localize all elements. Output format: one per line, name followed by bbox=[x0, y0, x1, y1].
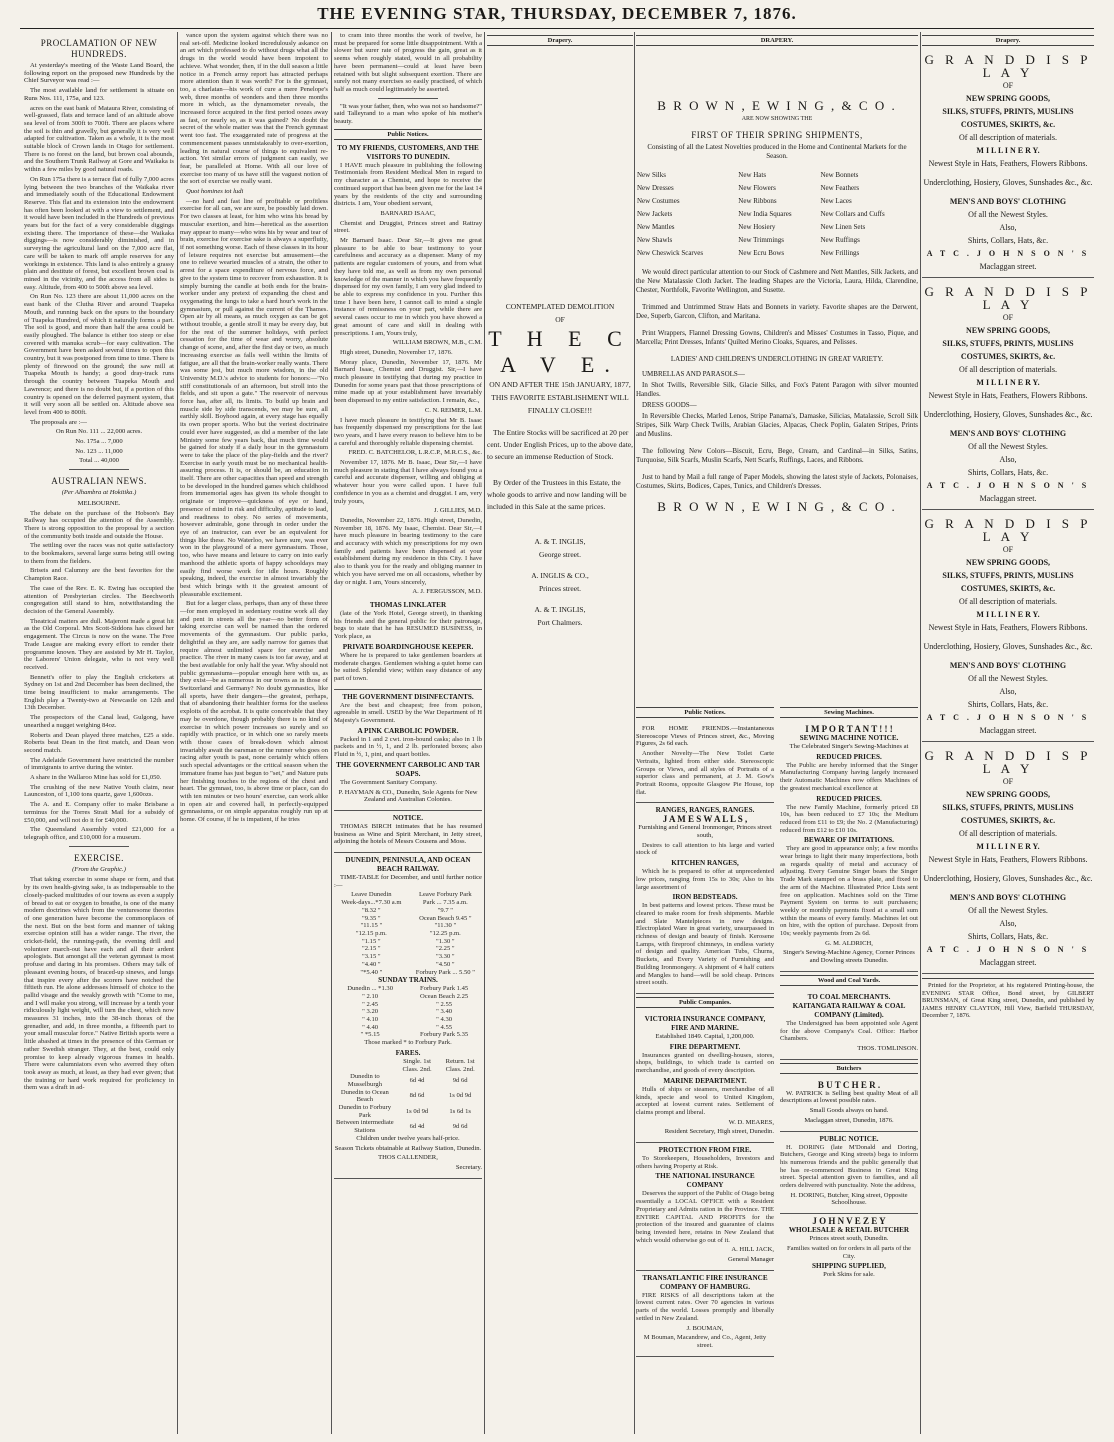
ad-body-text: I have much pleasure in testifying that Mr B. Isaac has frequently dispensed my prescriptions for the last two years, and I have every reason to believe him to be a careful and thoroughly reliable dispensing chemist. bbox=[334, 416, 482, 447]
goods-item: New Ribbons bbox=[738, 197, 777, 205]
timetable-intro: TIME-TABLE for December, and until further notice :— bbox=[334, 874, 482, 889]
ad-patrick bbox=[780, 1078, 918, 1132]
ad-body-text: Hulls of ships or steamers, merchandise of all kinds, specie and wool to United Kingdom, accepted at lowest current rates. Settlement of claims prompt and liberal. bbox=[636, 1085, 774, 1116]
goods-list bbox=[636, 169, 918, 260]
ad-heading: J A M E S W A L L S , bbox=[662, 814, 748, 825]
display-of: OF bbox=[1002, 545, 1014, 554]
ad-linklater bbox=[334, 598, 482, 690]
proposal-line: On Run No. 111 ... 22,000 acres. bbox=[55, 428, 143, 436]
grand-display-ad bbox=[922, 282, 1094, 510]
ad-heading: A PINK CARBOLIC POWDER. bbox=[357, 726, 459, 735]
ad-text: Small Goods always on hand. bbox=[809, 1107, 889, 1115]
column-6 bbox=[922, 32, 1094, 1434]
goods-item: New India Squares bbox=[738, 210, 792, 218]
ad-headline: FIRST OF THEIR SPRING SHIPMENTS, bbox=[691, 130, 863, 140]
ad-body-text: Another Novelty—The New Toilet Carte Vertraits, lighted from either side. Stereoscopic Groups or Views, and all styles of Portraits of a superior class and permanent, at J. M. Gow's Portrait Rooms, opposite Glasgow Pie House, top flat. bbox=[636, 750, 774, 796]
proposal-line: No. 175a ... 7,000 bbox=[75, 438, 123, 446]
ad-heading: KITCHEN RANGES, bbox=[671, 859, 739, 868]
ad-heading: WHOLESALE & RETAIL BUTCHER bbox=[788, 1226, 910, 1235]
display-johnson: A T C . J O H N S O N ' S bbox=[926, 481, 1090, 490]
goods-item: New Hats bbox=[738, 171, 767, 179]
ad-body-text: H. DORING (late M'Donald and Doring, Butchers, George and King streets) begs to inform his numerous friends and the public generally that he has re-commenced Business in Great King street. Special attention given to families, and all orders delivered with punctuality. Note the address, bbox=[780, 1143, 918, 1190]
goods-row bbox=[636, 234, 918, 247]
fares-note: Children under twelve years half-price. bbox=[356, 1134, 460, 1142]
ad-subhead: UMBRELLAS AND PARASOLS— bbox=[642, 370, 745, 378]
signature: C. N. REIMER, L.M. bbox=[424, 406, 482, 414]
ad-subhead: DRESS GOODS— bbox=[642, 401, 697, 409]
ad-heading: VICTORIA INSURANCE COMPANY, FIRE AND MARINE. bbox=[644, 1014, 766, 1032]
display-all: Of all description of materials. bbox=[959, 597, 1057, 606]
masthead: THE EVENING STAR, THURSDAY, DECEMBER 7, 1876. bbox=[317, 4, 797, 23]
column-5 bbox=[636, 32, 918, 1434]
ad-text: Furnishing and General Ironmonger, Princes street south, bbox=[638, 824, 772, 840]
ad-heading: BEWARE OF IMITATIONS. bbox=[804, 836, 894, 845]
signature: WILLIAM BROWN, M.B., C.M. bbox=[392, 339, 482, 347]
goods-item: New Ruffings bbox=[820, 236, 860, 244]
display-millinery: M I L L I N E R Y. bbox=[976, 610, 1040, 619]
grand-display-ad bbox=[922, 746, 1094, 974]
display-shirts: Shirts, Collars, Hats, &c. bbox=[967, 468, 1049, 477]
ad-text: FOR HOME FRIENDS.—Instantaneous Stereoscope Views of Princes street, &c., Moving Figures, 2s 6d each. bbox=[636, 725, 774, 748]
ad-body-text: To Storekeepers, Householders, Investors and others having Property at Risk. bbox=[636, 1155, 774, 1170]
ad-body-text: In best patterns and lowest prices. These must be cleared to make room for fresh shipments. Marble and Slate Mantelpieces in new designs. Electroplated Ware in great variety, unsurpassed in richness of design and beauty of finish. Kerosene Lamps, with fireproof chimneys, in endless variety of design and quality. American Tubs, Churns, Buckets, and Every Variety of Furnishing and Building Ironmongery. A shipment of 4 half cutters and Mangles to hand—will be sold cheap. Princes street south. bbox=[636, 902, 774, 987]
signature: W. D. MEARES, bbox=[728, 1118, 774, 1126]
ad-heading: MARINE DEPARTMENT. bbox=[663, 1076, 747, 1085]
display-newest: Newest Style in Hats, Feathers, Flowers Ribbons. bbox=[928, 159, 1088, 168]
grand-display-ad bbox=[922, 514, 1094, 742]
ad-agent: P. HAYMAN & CO., Dunedin, Sole Agents for New Zealand and Australian Colonies. bbox=[338, 788, 478, 804]
display-millinery: M I L L I N E R Y. bbox=[976, 378, 1040, 387]
display-grand: G R A N D D I S P L A Y bbox=[924, 284, 1092, 312]
ad-body-text: FIRE RISKS of all descriptions taken at the lowest current rates. Over 70 agencies in various parts of the world. Losses promptly and liberally settled in New Zealand. bbox=[636, 1291, 774, 1322]
goods-item: New Trimmings bbox=[738, 236, 784, 244]
article-body-text: —no hard and fast line of profitable or profitless exercise for all can, we are sure, be possibly laid down. For two classes at least, for him who wins his bread by muscular exertion, and him—heretical as the assertion may appear to many—who wins his by wear and tear of brain, exercise for exercise sake is always a superfluity, if not something worse. Each of these classes in its hour of leisure requires not exercise but amusement—the one to relieve wearied muscles of a strain, the other to arrest for a space expenditure of nervous force, and give to the system time to recover from exhaustion. It is simply burning the candle at both ends for the brain-worker under any pretext of expanding the chest and oxygenating the lungs to take a hard hour's work in the gymnasium, or pull against the current of the Thames. Open air by all means, as much oxygen as can be got without trouble, a gentle stroll it may be every day, but for the rest of the summer holidays, with perfect cessation for the time of wear and worry, absolute change of scene, and, after the first day or two, as much increasing exercise as falls well within the limits of fatigue, are all that the brain-worker really wants. There was some jest, but much more wisdom, in the old University M.D.'s advice to students for honors:—"No stiff constitutionals of an afternoon, but stroll into the fields, and sit upon a gate." The reservoir of nervous force has, after all, its limits. To build up brain and muscle side by side transcends, we may be sure, all earthly skill. Boyhood again, at every stage has equally its own proper sports. Who but the veriest doctrinaire could ever have suggested, as did a member of the late Ministry some few years back, that much time would be gained for study if a daily hour in the gymnasium were to take the place of the play-fields and the river? Exercise in early youth must be no mechanical health-assuring process. It is, or should be, an education in itself. There are other capacities than speed and strength to be developed in the hundred games which childhood from immemorial ages has given its whole thought to originate or improve—quickness of eye or hand, presence of mind in risk and difficulty, aptitude to lead, and readiness to obey. No series of movements, however admirable, gone through in order under the eye of an instructor, can ever be an equivalent for things like these. No Waterloo, we have sure, was ever won in the playground of a mere gymnasium. Those, too, who have means and leisure to carry on into early manhood the athletic sports of happy schooldays may easily find worse work for idle hours. Roughly speaking, indeed, the exercise in almost invariably the best which brings with it the greatest amount of pleasurable excitement. But for a larger class, perhaps, than any of these three—for men employed in sedentary routine work all day and pent in streets all the year—no better form of taking exercise can well be named than the ordered movements of the gymnasium. Our public parks, delightful as they are, are sadly narrow for games that require almost unlimited space for exercise and practice. The river in many cases is too far away, and at the best available for only half the year. Why should not public gymnasiums—popular enough here with us, as they exist—be as numerous in our towns as in those of Switzerland and Germany? No doubt gymnastics, like all sports, have their dangers—the greatest, perhaps, that of abandoning their healthier forms for the useless exploits of the acrobat. It is quite conceivable that they may be overdone, though probably there is no kind of exercise in which power increases so surely and so rapidly with practice, or in which one so rarely meets with those cases of break-down which almost invariably await the oarsman or the runner who goes on racing after youth is past, none certainly which offers such special advantages or the critical season when the immature frame has just begun to "set," and Nature puts her finishing touches to the regions of the chest and heart. The gymnast, too, is above time or place, can do with ten minutes or two hours' exercise, can work alike in open air and covered hall, in perfectly-equipped gymnasiums, or on simple apparatus roughly run up at home. Of course, if he is impatient, if he tries bbox=[180, 197, 328, 824]
signature: FRED. C. BATCHELOR, L.R.C.P., M.R.C.S., &c. bbox=[348, 449, 482, 457]
ad-vezey bbox=[780, 1214, 918, 1285]
article-body-text: acres on the east bank of Mataura River, consisting of well-grassed, flats and terrace land of an altitude above sea level of from 300ft to 700ft. There are places where the soil is thin and gravelly, but generally it is very well adapted for cultivation. Taken as a whole, it is the most suitable block of Crown lands in Otago for settlement. There is no forest on the land, but brown coal abounds, and the Southern Trunk Railway at Gore and Waikaka is within a few miles by good natural roads. On Run 175a there is a terrace flat of fully 7,000 acres lying between the two branches of the Waikaka river and immediately south of the Educational Endowment Reserve. This flat and its extension into the endowment has often been looked at with a view to settlement, and it would have been included in the Hundreds of previous years but for the fact of a very considerable diggings existing there. The importance of these—the Waikaka diggings—is now considerably diminished, and in surveying the agricultural land on the 7,000 acre flat, care will be taken to mark off ample reserves for any workings in existence. This land is also entirely a grassy plain and destitute of forest, but excellent brown coal is mined in the vicinity, and the access from all sides is easy. Altitude, from 400 to 500ft above sea level. On Run No. 123 there are about 11,000 acres on the east bank of the Clutha River and around Tuapeka Mouth, and running back on the spurs to the boundary of Tuapeka Hundred, of which it naturally forms a part. The soil is good, and more than half the area could be easily ploughed. The balance is either too steep or else covered with manuka scrub—for easy cultivation. The Government have been asked several times to open this country, but it was postponed from time to time. There is plenty of firewood on the ground; the saw mill at Tuapeka Mouth is handy; a good dray-track runs through the country between Tuapeka Mouth and Lawrence; and there is no doubt but, if a portion of this country is opened on the deferred payment system, that it will very soon all be settled on. Altitude above sea level from 400 to 800ft. bbox=[24, 104, 174, 416]
column-2 bbox=[180, 32, 328, 1434]
ad-body-text: (late of the York Hotel, George street), in thanking his friends and the general public for their patronage, begs to state that he has RESUMED BUSINESS, in York place, as bbox=[334, 610, 482, 641]
merchant-address: Port Chalmers. bbox=[537, 618, 583, 627]
spacer bbox=[487, 50, 633, 300]
ad-text: Consisting of all the Latest Novelties produced in the Home and Continental Markets for the Season. bbox=[647, 143, 907, 160]
display-maclaggan: Maclaggan street. bbox=[979, 494, 1037, 503]
display-under: Underclothing, Hosiery, Gloves, Sunshades &c., &c. bbox=[923, 178, 1093, 187]
merchant: A. INGLIS & CO., bbox=[531, 571, 589, 580]
display-also: Also, bbox=[999, 223, 1017, 232]
ad-kaitangata bbox=[780, 990, 918, 1060]
ad-heading: FARES. bbox=[395, 1048, 421, 1057]
goods-item: New Dresses bbox=[637, 184, 674, 192]
proposal-total: Total ... 40,000 bbox=[79, 457, 119, 465]
ad-text: Pork Skins for sale. bbox=[823, 1271, 875, 1279]
signature: THOS CALLENDER, bbox=[378, 1154, 438, 1162]
ad-body-text: The new Family Machine, formerly priced £8 10s, has been reduced to £7 10s; the Medium reduced from £11 to £9; the No. 2 (Manufacturing) reduced from £12 to £10 10s. bbox=[780, 803, 918, 834]
quote: Quot homines tot ludi bbox=[186, 188, 244, 196]
goods-item: New Cheswick Scarves bbox=[637, 249, 704, 257]
goods-item: New Shawls bbox=[637, 236, 673, 244]
goods-item: New Laces bbox=[820, 197, 852, 205]
section-label-public-companies: Public Companies. bbox=[636, 997, 774, 1008]
ad-body-text: Desires to call attention to his large and varied stock of bbox=[636, 841, 774, 857]
display-maclaggan: Maclaggan street. bbox=[979, 958, 1037, 967]
merchant-address: Princes street. bbox=[538, 584, 582, 593]
display-newest: Newest Style in Hats, Feathers, Flowers Ribbons. bbox=[928, 855, 1088, 864]
signature: BARNARD ISAAC, bbox=[380, 209, 436, 217]
ad-body-text: Are the best and cheapest; free from poison, agreeable in smell. USED by the War Department of H Majesty's Government. bbox=[334, 701, 482, 725]
ad-heading: KAITANGATA RAILWAY & COAL COMPANY (Limited). bbox=[792, 1001, 906, 1019]
article-title-australian: AUSTRALIAN NEWS. bbox=[51, 476, 147, 487]
ad-heading: I M P O R T A N T ! ! ! bbox=[805, 724, 893, 734]
display-spring: NEW SPRING GOODS, bbox=[965, 558, 1051, 567]
ad-railway bbox=[334, 853, 482, 1179]
display-johnson: A T C . J O H N S O N ' S bbox=[926, 713, 1090, 722]
proposal-line: No. 123 ... 11,000 bbox=[75, 447, 123, 455]
display-mens: MEN'S AND BOYS' CLOTHING bbox=[949, 197, 1067, 206]
ad-text: THOMAS BIRCH intimates that he has resumed business as Wine and Spirit Merchant, in Jetty street, adjoining the hotels of Messrs Cousens and Moss. bbox=[334, 822, 482, 846]
column-divider bbox=[484, 32, 485, 1434]
ad-the-cave bbox=[487, 300, 633, 629]
ad-body-text: Which he is prepared to offer at unprecedented low prices, ranging from 15s to 30s; Also to his large assortment of bbox=[636, 868, 774, 891]
display-all: Of all description of materials. bbox=[959, 133, 1057, 142]
anecdote: "It was your father, then, who was not so handsome?" said Talleyrand to a man who spoke of his mother's beauty. bbox=[334, 102, 482, 126]
article-paragraph: At yesterday's meeting of the Waste Land Board, the following report on the proposed new Hundreds by the Chief Surveyor was read :— bbox=[24, 62, 174, 85]
section-label-public-notices: Public Notices. bbox=[636, 707, 774, 718]
ad-body-text: The Undersigned has been appointed sole Agent for the above Company's Coal. Office: Harbor Chambers. bbox=[780, 1019, 918, 1043]
ad-heading: DUNEDIN, PENINSULA, AND OCEAN BEACH RAILWAY. bbox=[345, 856, 471, 874]
ad-body-text: Chemist and Druggist, Princes street and Rattray street. Mr Barnard Isaac. Dear Sir,—It gives me great pleasure to be able to bear testimony to your carefulness and accuracy as a dispenser. Many of my patients are regular customers of yours, and from what they have told me, as well as from my own personal knowledge of the manner in which you have frequently dispensed for my own family, I am very glad indeed to be able to express my confidence in you. Further this time I have been here, I cannot call to mind a single instance of remissness on your part, while there are several cases occur to me in which you have showed a great amount of care and skill in dealing with prescriptions. I am, Yours truly, bbox=[334, 219, 482, 337]
ad-text: By Order of the Trustees in this Estate, the whole goods to arrive and now landing will be included in this Sale at the same prices. bbox=[487, 478, 627, 511]
divider bbox=[378, 98, 437, 99]
display-mens: MEN'S AND BOYS' CLOTHING bbox=[949, 661, 1067, 670]
article-title-exercise: EXERCISE. bbox=[74, 852, 124, 863]
merchant: A. & T. INGLIS, bbox=[534, 605, 586, 614]
goods-row bbox=[636, 169, 918, 182]
display-also: Also, bbox=[999, 455, 1017, 464]
timetable-table: Dunedin ... *1.30 Forbury Park 1.45 " 2.10 Ocean Beach 2.25 " 2.45 " 2.55 " 3.20 " 3.40 " 4.10 " 4.30 " 4.40 " 4.55 " *5.15 Forbury Park 5.35 Those marked * to Forbury Park. bbox=[347, 985, 469, 1047]
ad-singer bbox=[780, 722, 918, 972]
printers-imprint: Printed for the Proprietor, at his registered Printing-house, the EVENING STAR Office, Bond street, by GILBERT BRUNSMAN, of Great King street, Dunedin, and published by JAMES HENRY CLAYTON, Hill View, Barfield THURSDAY, December 7, 1876. bbox=[922, 978, 1094, 1020]
display-johnson: A T C . J O H N S O N ' S bbox=[926, 945, 1090, 954]
signature: A. HILL JACK, bbox=[731, 1246, 774, 1254]
display-johnson: A T C . J O H N S O N ' S bbox=[926, 249, 1090, 258]
display-grand: G R A N D D I S P L A Y bbox=[924, 516, 1092, 544]
display-under: Underclothing, Hosiery, Gloves, Sunshades &c., &c. bbox=[923, 642, 1093, 651]
ad-text: Maclaggan street, Dunedin, 1876. bbox=[804, 1116, 894, 1124]
ad-text: Princes street south, Dunedin. bbox=[809, 1235, 889, 1243]
signature-title: Secretary. bbox=[455, 1163, 482, 1171]
display-mens_d: Of all the Newest Styles. bbox=[968, 674, 1048, 683]
goods-item: New Ecru Bows bbox=[738, 249, 785, 257]
ad-heading: TO COAL MERCHANTS. bbox=[807, 992, 891, 1001]
ad-heading: FIRE DEPARTMENT. bbox=[669, 1042, 741, 1051]
ad-text: The Celebrated Singer's Sewing-Machines at bbox=[789, 743, 909, 750]
ad-heading: REDUCED PRICES. bbox=[816, 752, 882, 761]
display-shirts: Shirts, Collars, Hats, &c. bbox=[967, 236, 1049, 245]
ad-body-text: November 17, 1876. Mr B. Isaac, Dear Sir,—I have much pleasure in stating that I have always found you a careful and accurate dispenser, willing and obliging at whatever hour you were called upon. I have full confidence in you as a chemist and druggist. I am, very truly yours, bbox=[334, 459, 482, 505]
display-mens: MEN'S AND BOYS' CLOTHING bbox=[949, 893, 1067, 902]
ad-heading: NOTICE. bbox=[392, 813, 424, 822]
goods-item: New Mantles bbox=[637, 223, 675, 231]
display-also: Also, bbox=[999, 687, 1017, 696]
article-body-text: The debate on the purchase of the Hobson's Bay Railway has occupied the attention of the Assembly. There is strong opposition to the proposal by a section of the community both inside and outside the House. The settling over the races was not quite satisfactory to the bookmakers, several large sums being still owing to them from the fielders. Briseis and Calumny are the best favorites for the Champion Race. The case of the Rev. E. K. Ewing has occupied the attention of Presbyterian circles. The Beechworth congregation still stand to him, notwithstanding the decision of the General Assembly. Theatrical matters are dull. Majeroni made a great hit as the Old Corporal. Mrs Scott-Siddons has closed her engagement. The Circus is now on the wane. The Free Trade League are making every effort to render their programme known. They are assisted by Mr H. Taylor, the Laborers' Union delegate, who is not very well received. Bennett's offer to play the English cricketers at Sydney on 1st and 2nd December has been declined, the time being insufficient to make arrangements. The English play a Twenty-two at Newcastle on 12th and 13th December. The prospectors of the Canal lead, Gulgong, have unearthed a nugget weighing 84oz. Roberts and Dean played three matches, £25 a side. Roberts beat Dean in the first match, and Dean won second match. The Adelaide Government have restricted the number of immigrants to arrive during the winter. A share in the Wallaroo Mine has sold for £1,050. The crushing of the new Native Youth claim, near Launceston, of 1,100 tons quartz, gave 1,600ozs. The A. and E. Company offer to make Brisbane a terminus for the Torres Strait Mail for a subsidy of £50,000, and will not do it for £40,000. The Queensland Assembly voted £21,000 for a telegraph office, and £10,000 for a museum. bbox=[24, 509, 174, 841]
spacer bbox=[636, 50, 918, 94]
goods-item: New Silks bbox=[637, 171, 666, 179]
sub-column-left bbox=[636, 704, 774, 1357]
ad-heading: SUNDAY TRAINS. bbox=[378, 976, 438, 985]
ad-heading: THE NATIONAL INSURANCE COMPANY bbox=[655, 1172, 755, 1190]
column-divider bbox=[331, 32, 332, 1434]
ad-heading: PRIVATE BOARDINGHOUSE KEEPER. bbox=[342, 642, 474, 651]
ad-text: We would direct particular attention to our Stock of Cashmere and Nett Mantles, Silk Jackets, and the New Matalassie Cloth Jacket. The leading Shapes are the Victoria, Laura, Hilda, Clarendine, Chester, Northfolk, Favorite Wellington, and Susette. bbox=[636, 268, 918, 294]
ad-stereoscope bbox=[636, 722, 774, 803]
merchant-address: George street. bbox=[539, 550, 581, 559]
display-maclaggan: Maclaggan street. bbox=[979, 726, 1037, 735]
goods-item: New Hosiery bbox=[738, 223, 776, 231]
ad-text: The following New Colors—Biscuit, Ecru, Bege, Cream, and Cardinal—in Silks, Satins, Turquoise, Silk Scarfs, Muslin Scarfs, Nett Scarfs, Ruffings, Laces, and Ribbons. bbox=[636, 447, 918, 464]
display-millinery: M I L L I N E R Y. bbox=[976, 146, 1040, 155]
display-silks: SILKS, STUFFS, PRINTS, MUSLINS COSTUMES, SKIRTS, &c. bbox=[942, 571, 1074, 593]
article-title-hundreds: PROCLAMATION OF NEW HUNDREDS. bbox=[40, 38, 158, 59]
ad-heading: SHIPPING SUPPLIED, bbox=[812, 1262, 886, 1271]
display-of: OF bbox=[1002, 313, 1014, 322]
column-1 bbox=[24, 32, 174, 1434]
display-spring: NEW SPRING GOODS, bbox=[965, 94, 1051, 103]
column-divider bbox=[634, 32, 635, 1434]
ad-body-text: Insurances granted on dwelling-houses, stores, shops, buildings, to which trade is carried on merchandise, and goods of every description. bbox=[636, 1051, 774, 1075]
goods-item: New Feathers bbox=[820, 184, 860, 192]
ad-body-text: Deserves the support of the Public of Otago being essentially a LOCAL OFFICE with a Resident Proprietary and Admits ration in the Province. THE ENTIRE CAPITAL AND PROFITS for the protection of the insured and guarantee of claims being invested here, retains in New Zealand that which would otherwise go out of it. bbox=[636, 1190, 774, 1244]
ad-heading: THOMAS LINKLATER bbox=[369, 601, 447, 609]
display-spring: NEW SPRING GOODS, bbox=[965, 326, 1051, 335]
ad-text: In Shot Twills, Reversible Silk, Glacie Silks, and Fox's Patent Paragon with silver mounted Handles. bbox=[636, 381, 918, 398]
ad-headline: THIS FAVORITE ESTABLISHMENT WILL FINALLY CLOSE!!! bbox=[491, 393, 629, 415]
ad-text: In Reversible Checks, Marled Lenos, Stripe Panama's, Damaske, Silicias, Matalassie, Scroll Silk Stripes, Silk Warp Check Twills, Arabian Glacies, Alpacas, Check Poplin, Galaten Stripes, Prints and Muslins. bbox=[636, 412, 918, 438]
ad-disinfectants bbox=[334, 690, 482, 811]
ad-body-text: High street, Dunedin, November 17, 1876. Moray place, Dunedin, November 17, 1876. Mr Barnard Isaac, Chemist and Druggist. Sir,—I have much pleasure in testifying that during my practice in Dunedin for some years past that those prescriptions of mine made up at your establishment have invariably been dispensed to my entire satisfaction. I remain, &c., bbox=[334, 348, 482, 405]
signature-title: Singer's Sewing-Machine Agency, Corner Princes and Dowling streets Dunedin. bbox=[783, 949, 915, 965]
goods-item: New Flowers bbox=[738, 184, 776, 192]
ad-birch bbox=[334, 811, 482, 853]
signature: G. M. ALDRICH, bbox=[825, 939, 873, 947]
display-silks: SILKS, STUFFS, PRINTS, MUSLINS COSTUMES, SKIRTS, &c. bbox=[942, 107, 1074, 129]
dateline: MELBOURNE. bbox=[77, 499, 121, 507]
ad-text: Established 1849. Capital, 1,200,000. bbox=[655, 1032, 755, 1040]
divider bbox=[69, 469, 129, 470]
signature: THOS. TOMLINSON. bbox=[857, 1044, 918, 1052]
article-body-text: vance upon the system against which there was no real set-off. Medicine looked incredulously askance on an art which professed to do without drugs what all the drugs in the world would have been impotent to achieve. What wonder, then, if in the dull season a little notice in a French army report has attracted perhaps more attention than it was worth? For is the gymnast, too, a charlatan—his work of cure a mere Penelope's web, three months of wonders and then three months more in which, as the dynamometer reveals, the increased force acquired in the first period oozes away as fast, or nearly so, as it was gained? No doubt the secret of the whole matter was that the French gymnast went too fast. The exaggerated rate of progress at the commencement passes unmistakeably to over-exertion, leading in natural course of things to equivalent re-action. Yet similar errors of judgment can easily, we fear, be paralleled at Home. With all our love of exercise too many of us have still the vaguest notion of the sort of exercise we really want. bbox=[180, 32, 328, 186]
ad-body-text: The Public are hereby informed that the Singer Manufacturing Company having largely increased their Automatic Machines now offers Machines of the greatest mechanical excellence at bbox=[780, 761, 918, 792]
section-label-drapery: DRAPERY. bbox=[636, 35, 918, 46]
ad-victoria bbox=[636, 1012, 774, 1143]
ad-heading: PROTECTION FROM FIRE. bbox=[658, 1146, 752, 1155]
display-millinery: M I L L I N E R Y. bbox=[976, 842, 1040, 851]
ad-body-text: Packed in 1 and 2 cwt. iron-bound casks; also in 1 lb packets and in ½, 1, and 2 lb. perforated boxes; also Fluid in ½, 1, pint, and quart bottles. bbox=[334, 735, 482, 759]
display-also: Also, bbox=[999, 919, 1017, 928]
display-under: Underclothing, Hosiery, Gloves, Sunshades &c., &c. bbox=[923, 874, 1093, 883]
grand-display-ads bbox=[922, 50, 1094, 974]
display-mens_d: Of all the Newest Styles. bbox=[968, 442, 1048, 451]
goods-item: New Jackets bbox=[637, 210, 673, 218]
section-label-drapery: Drapery. bbox=[487, 35, 633, 46]
column-3 bbox=[334, 32, 482, 1434]
article-paragraph: The most available land for settlement is situate on Runs Nos. 111, 175a, and 123. bbox=[24, 87, 174, 102]
goods-row bbox=[636, 208, 918, 221]
ad-heading: TO MY FRIENDS, CUSTOMERS, AND THE VISITORS TO DUNEDIN. bbox=[337, 143, 479, 161]
signature-title: Resident Secretary, High street, Dunedin. bbox=[664, 1128, 774, 1136]
goods-item: New Collars and Cuffs bbox=[820, 210, 885, 218]
section-label-drapery: Drapery. bbox=[922, 35, 1094, 46]
ad-heading: SEWING MACHINE NOTICE. bbox=[799, 734, 899, 742]
ad-walls bbox=[636, 803, 774, 994]
display-maclaggan: Maclaggan street. bbox=[979, 262, 1037, 271]
ad-body-text: Dunedin, November 22, 1876. High street, Dunedin, November 18, 1876. My Isaac, Chemist. Dear Sir,—I have much pleasure in bearing testimony to the care and accuracy with which my prescriptions for my own family and patients have been dispensed at your establishment during my residence in this City. I have also to thank you for the ready and obliging manner in which you have served me on all occasions, whether by day or night. I am, Yours sincerely, bbox=[334, 516, 482, 586]
section-label-butchers: Butchers bbox=[780, 1063, 918, 1074]
signature: J. BOUMAN, bbox=[686, 1324, 724, 1332]
display-mens: MEN'S AND BOYS' CLOTHING bbox=[949, 429, 1067, 438]
ad-date: ON AND AFTER THE 15th JANUARY, 1877, bbox=[489, 380, 631, 389]
ad-doring bbox=[780, 1132, 918, 1215]
display-newest: Newest Style in Hats, Feathers, Flowers Ribbons. bbox=[928, 391, 1088, 400]
display-grand: G R A N D D I S P L A Y bbox=[924, 748, 1092, 776]
ad-heading: IRON BEDSTEADS. bbox=[672, 893, 738, 902]
goods-item: New Linen Sets bbox=[820, 223, 866, 231]
display-shirts: Shirts, Collars, Hats, &c. bbox=[967, 932, 1049, 941]
firm-name: B R O W N , E W I N G , & C O . bbox=[657, 499, 897, 514]
ad-headline: LADIES' AND CHILDREN'S UNDERCLOTHING IN GREAT VARIETY. bbox=[670, 355, 884, 363]
goods-item: New Costumes bbox=[637, 197, 680, 205]
display-of: OF bbox=[1002, 81, 1014, 90]
display-grand: G R A N D D I S P L A Y bbox=[924, 52, 1092, 80]
goods-item: New Bonnets bbox=[820, 171, 859, 179]
column-divider bbox=[920, 32, 921, 1434]
goods-row bbox=[636, 182, 918, 195]
ad-body-text: Families waited on for orders in all parts of the City. bbox=[787, 1244, 911, 1260]
ad-text: Just to hand by Mail a full range of Paper Models, showing the latest style of Jackets, Polonaises, Costumes, Skirts, Bodices, Capes, Tunics, and Children's Dresses. bbox=[636, 473, 918, 490]
ad-text: W. PATRICK is Selling best quality Meat of all descriptions at lowest possible rates. bbox=[780, 1089, 918, 1105]
display-silks: SILKS, STUFFS, PRINTS, MUSLINS COSTUMES, SKIRTS, &c. bbox=[942, 339, 1074, 361]
display-shirts: Shirts, Collars, Hats, &c. bbox=[967, 700, 1049, 709]
ad-heading: REDUCED PRICES. bbox=[816, 794, 882, 803]
display-mens_d: Of all the Newest Styles. bbox=[968, 906, 1048, 915]
ad-heading: CONTEMPLATED DEMOLITION bbox=[505, 302, 615, 311]
ad-text: Print Wrappers, Flannel Dressing Gowns, Children's and Misses' Costumes in Tasso, Pique, and Marcella; Print Dresses, Infants' Quilted Merino Cloaks, Squares, and Pelisses. bbox=[636, 329, 918, 346]
section-label-wood-coal: Wood and Coal Yards. bbox=[780, 975, 918, 986]
ad-body-text: M Bouman, Macandrew, and Co., Agent, Jetty street. bbox=[643, 1334, 767, 1349]
display-of: OF bbox=[1002, 777, 1014, 786]
signature: H. DORING, Butcher, King street, Opposite Schoolhouse. bbox=[790, 1191, 908, 1207]
ad-heading: TRANSATLANTIC FIRE INSURANCE COMPANY OF HAMBURG. bbox=[642, 1273, 768, 1291]
ad-body-text: I HAVE much pleasure in publishing the following Testimonials from Resident Medical Men in regard to my character as a Chemist, and hope to receive the continued support that has been given me for the last 14 years by the residents of the city and surrounding districts. I am, Your obedient servant, bbox=[334, 161, 482, 208]
signature: A. J. FERGUSSON, M.D. bbox=[412, 588, 482, 596]
display-under: Underclothing, Hosiery, Gloves, Sunshades &c., &c. bbox=[923, 410, 1093, 419]
ad-body-text: They are good in appearance only; a few months wear brings to light their many imperfections, both as regards quality of metal and accuracy of adjusting. Every Genuine Singer bears the Singer Trade Mark stamped on a brass plate, and fixed to the arm of the Machine. Illustrated Price Lists sent free on application. Machines sold on the Time Payment System on terms to suit purchasers; weekly or monthly payments fixed at a small sum within the means of every family. Machines let out on hire, with the option of purchase. Deposit from 10s; weekly payments from 2s 6d. bbox=[780, 845, 918, 938]
section-label-sewing-machines: Sewing Machines. bbox=[780, 707, 918, 718]
display-mens_d: Of all the Newest Styles. bbox=[968, 210, 1048, 219]
goods-item: New Frillings bbox=[820, 249, 860, 257]
column-divider bbox=[177, 32, 178, 1434]
ad-body-text: The Government Sanitary Company. bbox=[340, 778, 437, 786]
masthead-rule bbox=[20, 28, 1094, 29]
fares-table: Single. 1st Class. 2nd. Return. 1st Class. 2nd. Dunedin to Musselburgh 6d 4d 9d 6d Dunedin to Ocean Beach 8d 6d 1s 0d 9d Dunedin to Forbury Park 1s 0d 9d 1s 6d 1s Between intermediate Stations 6d 4d 9d 6d bbox=[336, 1057, 475, 1135]
ad-heading: THE GOVERNMENT CARBOLIC AND TAR SOAPS. bbox=[336, 760, 480, 778]
ad-heading: RANGES, RANGES, RANGES. bbox=[655, 806, 755, 815]
article-body-text: That taking exercise in some shape or form, and that by its own health-giving sake, is as indispensable to the closely-packed multitudes of our towns as even a supply of bread to eat or oxygen to breathe, is one of the many modern doctrines which from the venturesome theories of one generation have become the commonplaces of the next. But on the best form and manner of taking exercise opinion still has a wider range. The river, the cricket-field, the running-path, the evening drill and volunteer march-out have each and all their ardent apologists. But amongst all the veteran gymnast is most profuse and daring in his promises. Others may talk of pleasant evening hours, of braced-up sinews, and lungs that inspire every after the scorers have notched the fiftieth run. He alone addresses himself of choice to the pallid visage and the weakly growth with "Come to me, and I will make you strong, will increase by a tenth your ridiculously light weight, will turn the chest, which now measures 31 inches, into the 38-inch thorax of the grenadier, and add, in three months, a fifteenth part to your small muscular force." Native British sports were a little abashed at times in the presence of this German or rather Swedish stranger. They, at the best, could only promise to keep already vigorous frames in health. There were calumniators even who averred they often took away as much, at least, as they had ever given; that the training or hard work required for proficiency in them was a draft in ad- bbox=[24, 876, 174, 1092]
display-all: Of all description of materials. bbox=[959, 365, 1057, 374]
sub-column-right bbox=[780, 704, 918, 1285]
fares-note: Season Tickets obtainable at Railway Station, Dunedin. bbox=[334, 1144, 482, 1152]
display-silks: SILKS, STUFFS, PRINTS, MUSLINS COSTUMES, SKIRTS, &c. bbox=[942, 803, 1074, 825]
column-4 bbox=[487, 32, 633, 1434]
ad-heading: B U T C H E R . bbox=[817, 1079, 881, 1090]
display-newest: Newest Style in Hats, Feathers, Flowers Ribbons. bbox=[928, 623, 1088, 632]
proposals-label: The proposals are :— bbox=[30, 418, 87, 426]
ad-heading: PUBLIC NOTICE. bbox=[819, 1134, 879, 1143]
article-source: (Per Alhambra at Hokitika.) bbox=[61, 489, 137, 497]
display-spring: NEW SPRING GOODS, bbox=[965, 790, 1051, 799]
ad-heading: THE GOVERNMENT DISINFECTANTS. bbox=[342, 692, 474, 701]
timetable-table: Leave Dunedin Leave Forbury Park Week-days...*7.30 a.m Park ... 7.35 a.m. "8.32 " "9.7 " "9.35 " Ocean Beach 9.45 " "11.15 " "11.30 " "12.15 p.m. "12.25 p.m. "1.15 " "1.30 " "2.15 " "2.25 " "3.15 " "3.30 " "4.40 " "4.50 " "*5.40 " Forbury Park ... 5.50 " bbox=[341, 891, 475, 976]
ad-heading: J O H N V E Z E Y bbox=[812, 1216, 886, 1227]
goods-row bbox=[636, 247, 918, 260]
section-label-public-notices: Public Notices. bbox=[334, 129, 482, 140]
ad-text: The Entire Stocks will be sacrificed at 20 per cent. Under English Prices, up to the above date, to secure an immense Reduction of Stock. bbox=[487, 428, 633, 461]
ad-subheading: ARE NOW SHOWING THE bbox=[741, 116, 813, 122]
firm-name: B R O W N , E W I N G , & C O . bbox=[657, 98, 897, 113]
ad-heading: OF bbox=[555, 315, 565, 324]
ad-national bbox=[636, 1143, 774, 1271]
ad-text: Trimmed and Untrimmed Straw Hats and Bonnets in variety. Favorite shapes are the Derwent, Dee, Superb, Garcon, Clifton, and Maritana. bbox=[636, 303, 918, 320]
article-body-text: to cram into three months the work of twelve, he must be prepared for some little disappointment. With a slower but surer rate of progress the gain, great as it seems when roughly stated, would in all probability have been permanent—could at least have been retained with but slight subsequent exertion. There are surely not many exercises so easily practised, of which half as much could legitimately be asserted. bbox=[334, 32, 482, 93]
signature: J. GILLIES, M.D. bbox=[434, 507, 482, 515]
display-all: Of all description of materials. bbox=[959, 829, 1057, 838]
goods-row bbox=[636, 195, 918, 208]
article-source: (From the Graphic.) bbox=[72, 865, 126, 873]
goods-row bbox=[636, 221, 918, 234]
ad-title: T H E C A V E. bbox=[488, 326, 632, 377]
grand-display-ad bbox=[922, 50, 1094, 278]
ad-transatlantic bbox=[636, 1271, 774, 1357]
ad-body-text: Where he is prepared to take gentlemen boarders at moderate charges. Gentlemen wishing a quiet home can be suited. Splendid view; within easy distance of any part of town. bbox=[334, 651, 482, 682]
merchant: A. & T. INGLIS, bbox=[534, 537, 586, 546]
signature-title: General Manager bbox=[728, 1256, 774, 1264]
divider bbox=[69, 846, 129, 847]
